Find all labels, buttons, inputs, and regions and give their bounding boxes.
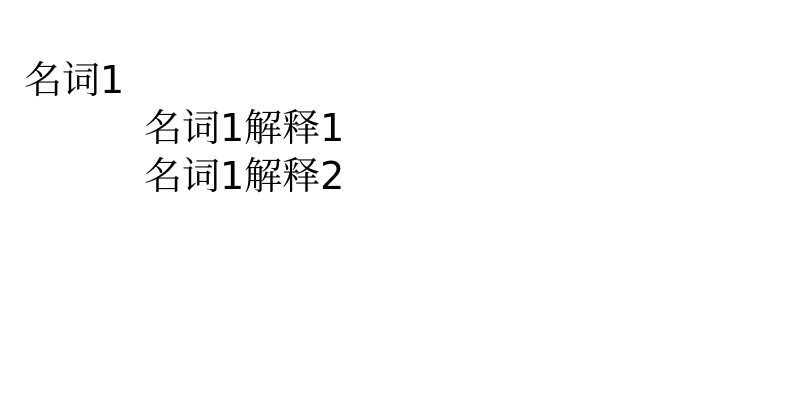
definition-description-2: 名词1解释2 [144, 154, 345, 198]
definition-term: 名词1 [24, 58, 125, 102]
definition-list [24, 56, 344, 200]
definition-description-1: 名词1解释1 [144, 106, 345, 150]
